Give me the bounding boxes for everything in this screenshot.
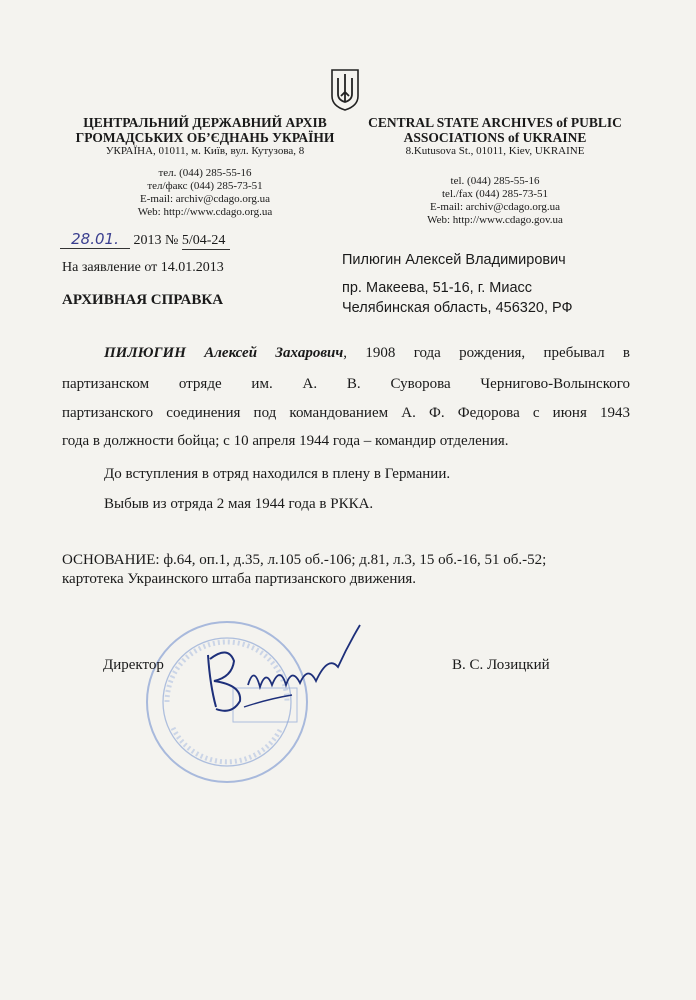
email-ua: E-mail: archiv@cdago.org.ua: [140, 193, 270, 205]
body-line-1-rest: , 1908 года рождения, пребывал в: [343, 345, 630, 361]
body-paragraph-2: До вступления в отряд находился в плену в Германии.: [104, 466, 451, 482]
header-left: [40, 115, 370, 219]
org-name-en-line2: ASSOCIATIONS of UKRAINE: [403, 130, 587, 145]
basis-line-1: ОСНОВАНИЕ: ф.64, оп.1, д.35, л.105 об.-106; д.81, л.3, 15 об.-16, 51 об.-52;: [62, 552, 547, 568]
org-address-en: 8.Kutusova St., 01011, Kiev, UKRAINE: [405, 145, 585, 157]
email-en: E-mail: archiv@cdago.org.ua: [430, 201, 560, 213]
recipient-region: Челябинская область, 456320, РФ: [342, 300, 573, 316]
body-line-3: партизанского соединения под командованием А. Ф. Федорова с июня 1943: [62, 405, 630, 421]
recipient-street: пр. Макеева, 51-16, г. Миасс: [342, 280, 533, 296]
web-ua: Web: http://www.cdago.org.ua: [137, 206, 273, 218]
person-name: ПИЛЮГИН Алексей Захарович: [104, 345, 344, 361]
header-right: [355, 115, 635, 227]
recipient-name: Пилюгин Алексей Владимирович: [342, 252, 566, 268]
trident-icon: [328, 66, 362, 112]
tel-en: tel. (044) 285-55-16: [450, 175, 540, 187]
web-en: Web: http://www.cdago.gov.ua: [427, 214, 563, 226]
body-paragraph-3: Выбыв из отряда 2 мая 1944 года в РККА.: [104, 496, 374, 512]
signatory-name: В. С. Лозицкий: [452, 657, 550, 673]
reference-number: 5/04-24: [182, 233, 230, 250]
document-title: АРХИВНАЯ СПРАВКА: [62, 292, 224, 308]
reference-line: [60, 230, 230, 250]
org-name-ua-line2: ГРОМАДСЬКИХ ОБ’ЄДНАНЬ УКРАЇНИ: [75, 130, 335, 145]
org-address-ua: УКРАЇНА, 01011, м. Київ, вул. Кутузова, 8: [105, 145, 305, 157]
body-line-4: года в должности бойца; с 10 апреля 1944 года – командир отделения.: [62, 433, 509, 449]
request-reference: На заявление от 14.01.2013: [62, 260, 224, 275]
number-sign: №: [165, 233, 179, 248]
handwritten-signature: [188, 615, 368, 735]
fax-en: tel./fax (044) 285-73-51: [442, 188, 548, 200]
signatory-position: Директор: [103, 657, 164, 673]
org-name-ua-line1: ЦЕНТРАЛЬНИЙ ДЕРЖАВНИЙ АРХІВ: [83, 115, 327, 130]
tel-ua: тел. (044) 285-55-16: [158, 167, 252, 179]
basis-line-2: картотека Украинского штаба партизанского движения.: [62, 571, 417, 587]
handwritten-date: 28.01.: [60, 230, 130, 249]
reference-year: 2013: [133, 233, 162, 248]
body-line-1: [62, 340, 630, 367]
org-name-en-line1: CENTRAL STATE ARCHIVES of PUBLIC: [368, 115, 622, 130]
body-line-2: партизанском отряде им. А. В. Суворова Чернигово-Волынского: [62, 376, 630, 392]
fax-ua: тел/факс (044) 285-73-51: [147, 180, 263, 192]
